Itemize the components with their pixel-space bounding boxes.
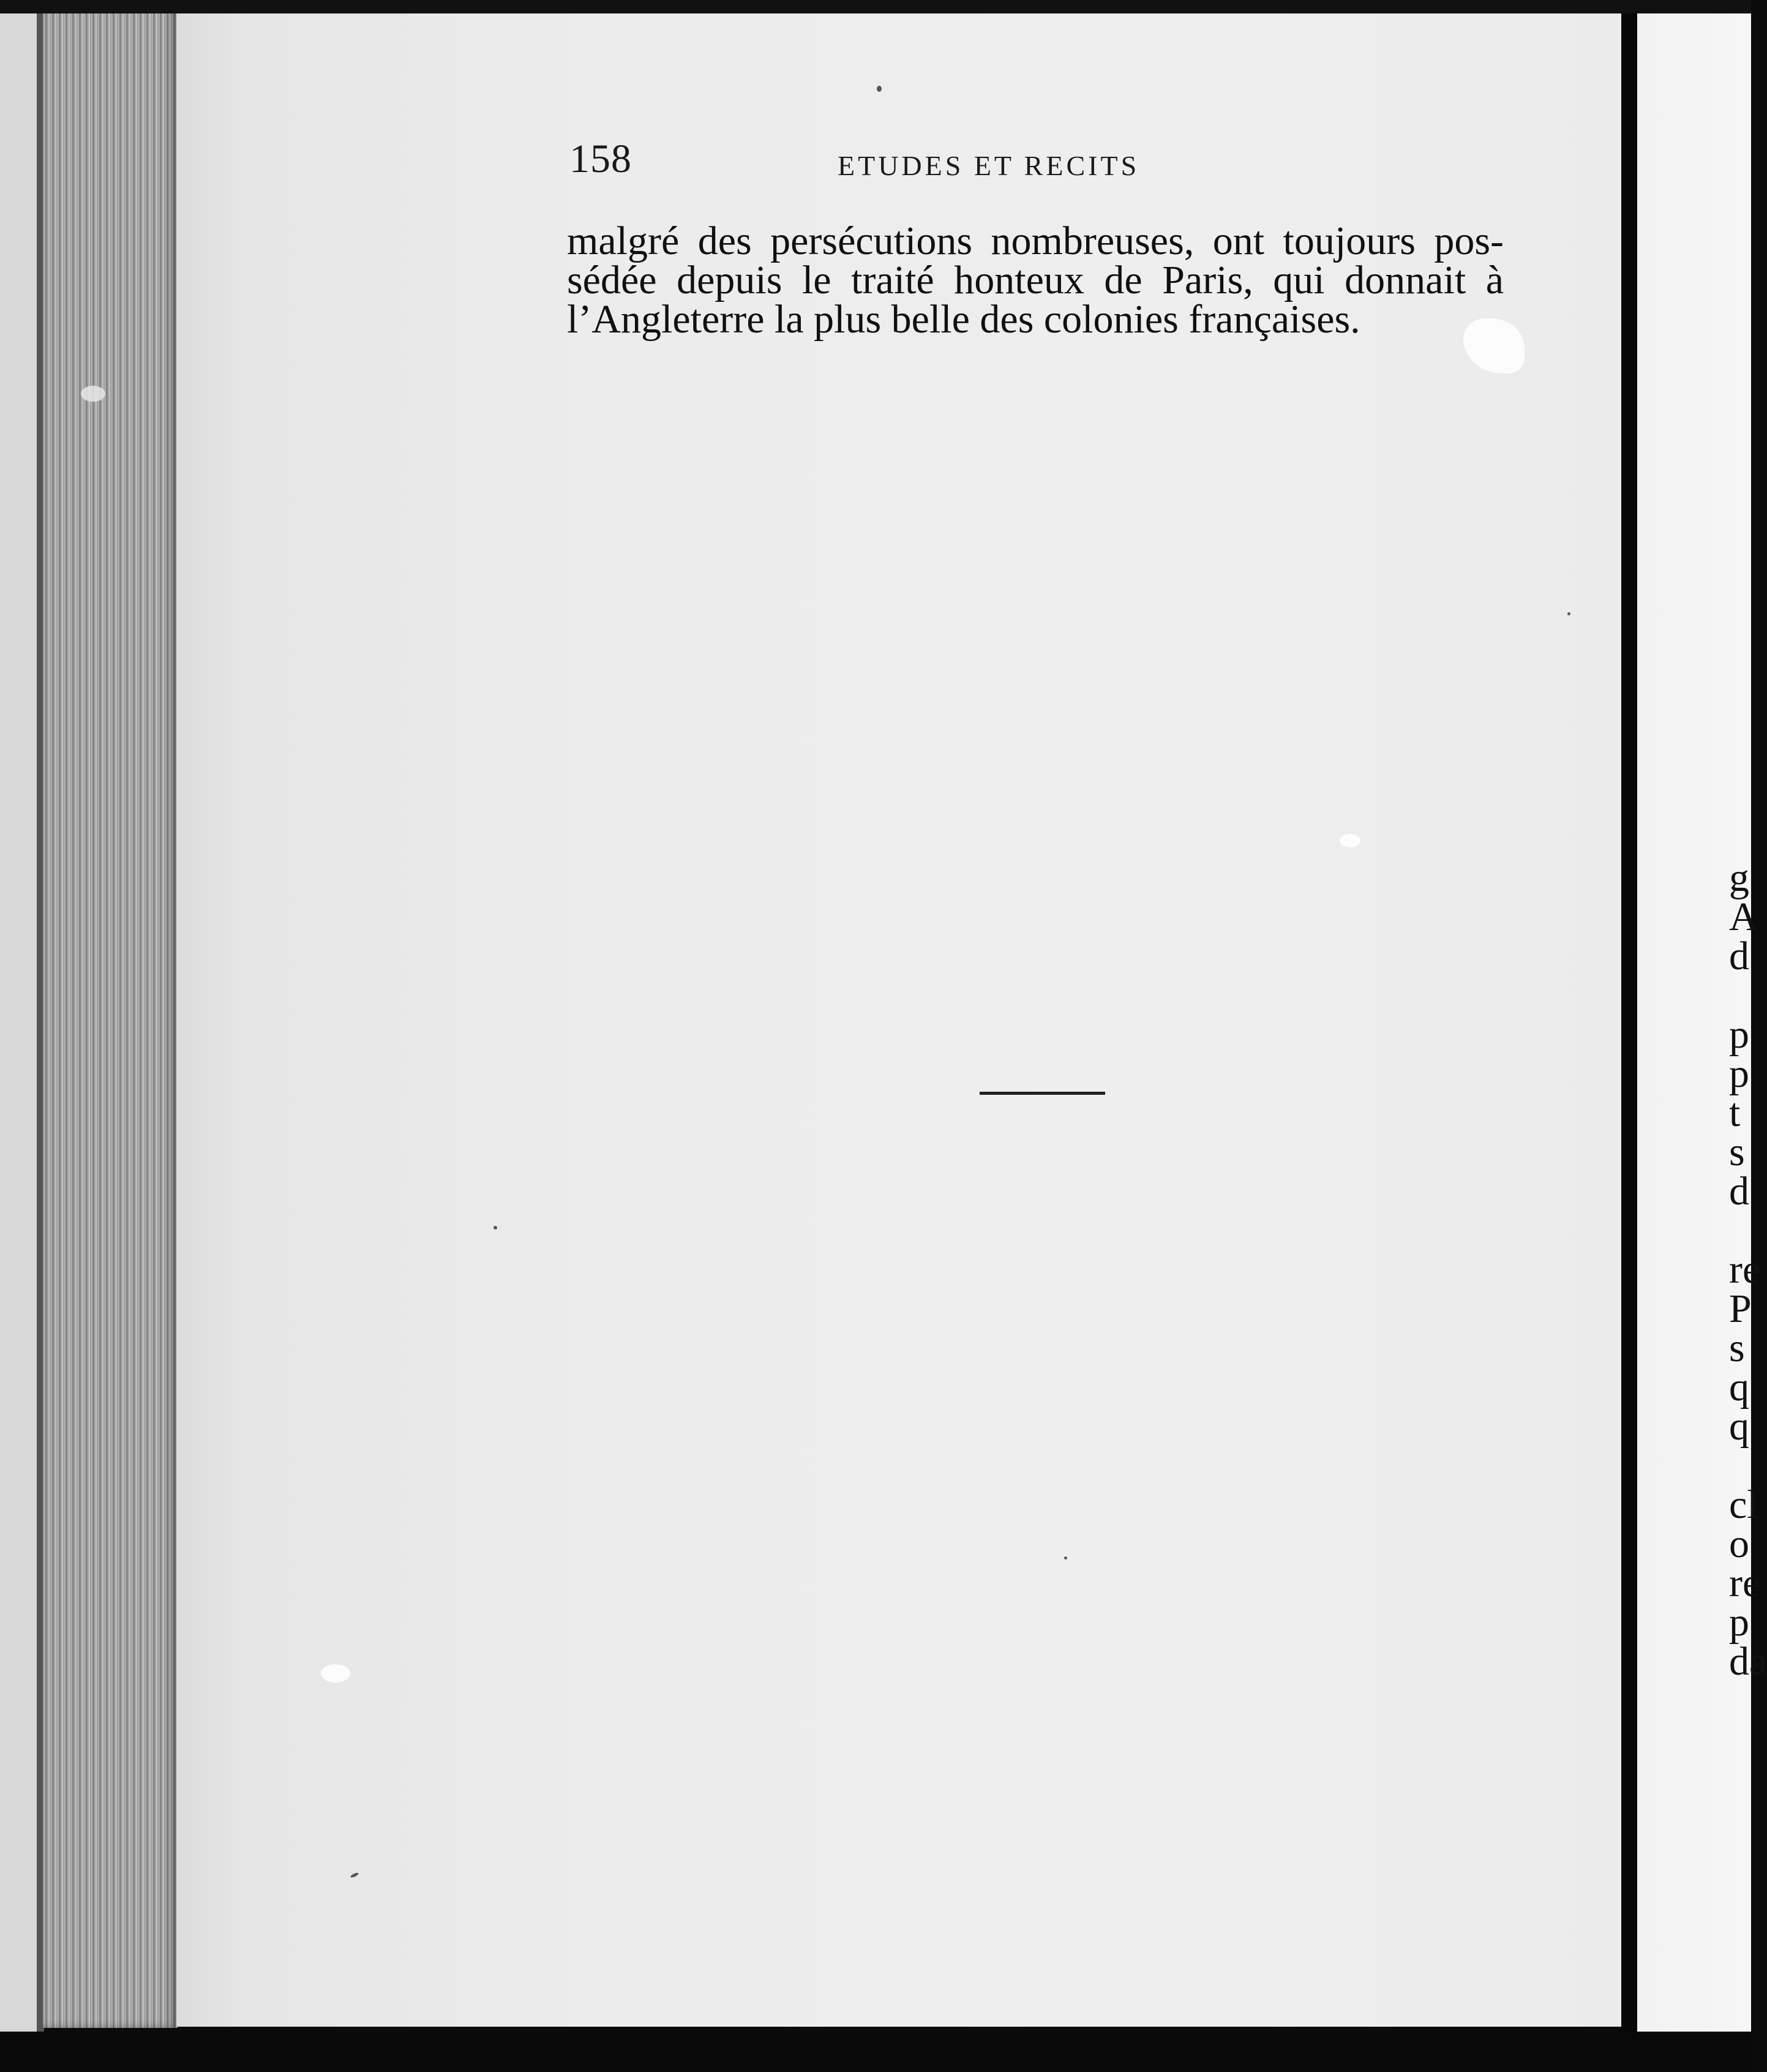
truncated-text: d [1729,1169,1749,1214]
scan-speck [877,86,882,92]
truncated-text: q [1729,1365,1749,1409]
page-number: 158 [569,137,632,181]
book-gutter [1621,0,1637,2033]
body-paragraph [567,219,1504,342]
scan-border-bottom [0,2032,1751,2072]
truncated-text: A [1729,895,1758,939]
truncated-text: s [1729,1326,1745,1370]
truncated-text: re [1729,1247,1761,1292]
truncated-text: d [1729,934,1749,978]
scan-speck [1064,1556,1067,1560]
body-line: malgré des persécutions nombreuses, ont toujours pos- [567,219,1504,263]
truncated-text: s [1729,1130,1745,1174]
truncated-text: p [1729,1600,1749,1645]
body-line: l’Angleterre la plus belle des colonies françaises. [567,297,1360,342]
truncated-text: q [1729,1404,1749,1449]
truncated-text: g [1729,855,1749,900]
scan-blemish [1340,834,1360,847]
book-page-edges [43,0,178,2028]
scan-blemish [321,1664,350,1683]
scan-speck [1567,612,1570,615]
scan-blemish [81,386,105,402]
truncated-text: p [1729,1051,1749,1096]
running-head: ETUDES ET RECITS [838,150,1140,181]
truncated-text: da [1729,1639,1767,1684]
truncated-text: t [1729,1090,1741,1135]
scanner-edge-left [0,0,44,2072]
truncated-text: p [1729,1012,1749,1057]
truncated-text: o [1729,1522,1749,1566]
scan-border-top [0,0,1751,13]
section-end-rule [980,1092,1105,1095]
scan-speck [493,1226,497,1229]
right-page-fragment [1637,0,1767,2033]
body-line: sédée depuis le traité honteux de Paris, qui donnait à [567,258,1504,302]
truncated-text: P [1729,1286,1752,1331]
truncated-text: re [1729,1561,1761,1605]
page-header [569,136,1512,185]
truncated-text: cl [1729,1482,1758,1527]
